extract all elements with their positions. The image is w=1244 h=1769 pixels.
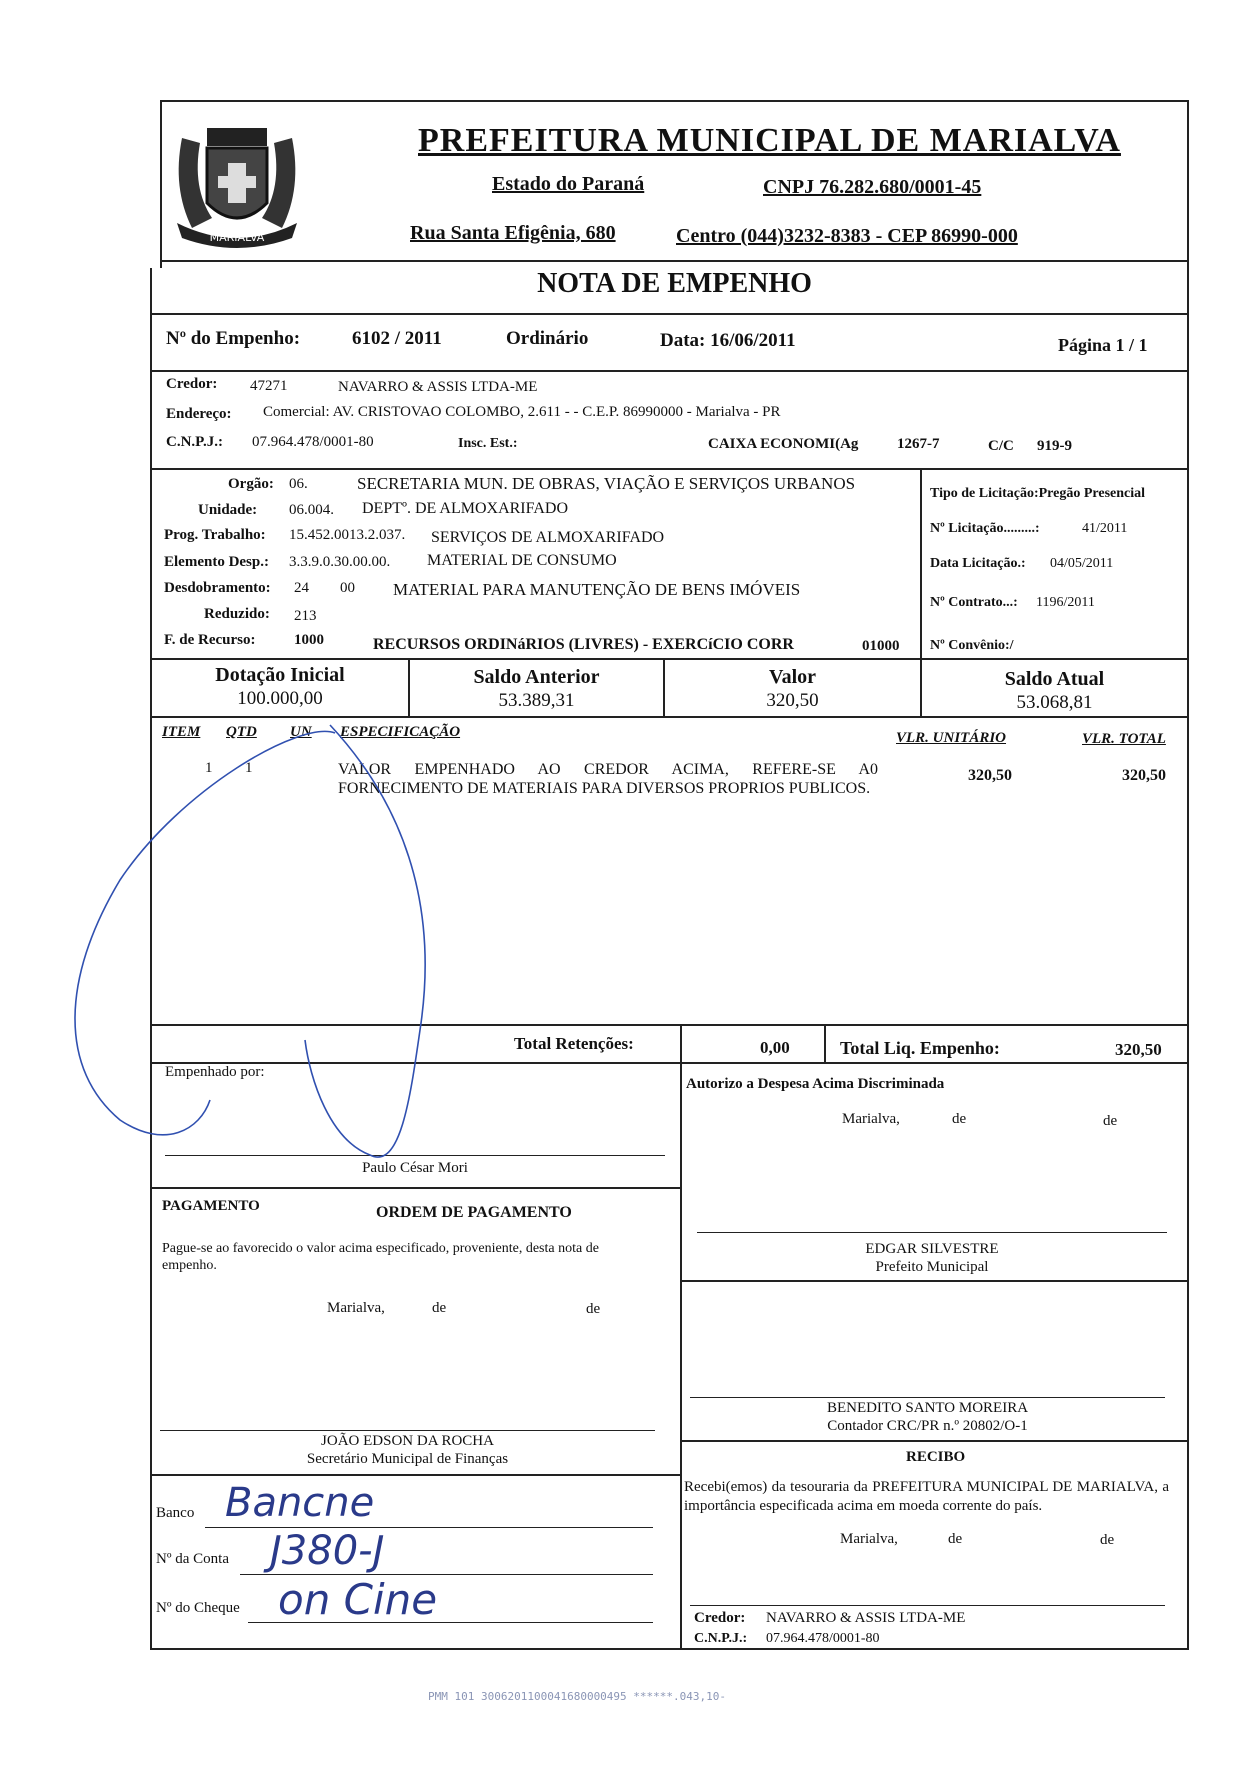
table-row-unit: 320,50 <box>968 767 1012 784</box>
credor-label: Credor: <box>166 376 218 392</box>
prog: 15.452.0013.2.037. <box>289 527 406 543</box>
col-qtd: QTD <box>226 724 257 740</box>
cc-label: C/C <box>988 438 1014 454</box>
liq-value: 320,50 <box>1115 1040 1162 1059</box>
prog-label: Prog. Trabalho: <box>164 527 266 543</box>
pague-city: Marialva, <box>327 1300 385 1316</box>
credor-cnpj: 07.964.478/0001-80 <box>252 434 374 450</box>
pague-de2: de <box>586 1301 601 1317</box>
credor-code: 47271 <box>250 378 288 394</box>
state: Estado do Paraná <box>492 173 645 195</box>
cheque-label: Nº do Cheque <box>156 1600 240 1616</box>
desdob-label: Desdobramento: <box>164 580 271 596</box>
dotacao-label: Dotação Inicial <box>215 664 345 686</box>
recurso-code: 01000 <box>862 638 900 654</box>
recurso-desc: RECURSOS ORDINáRIOS (LIVRES) - EXERCíCIO CORR <box>373 636 794 653</box>
table-row-qtd: 1 <box>245 760 253 776</box>
recurso-label: F. de Recurso: <box>164 632 256 648</box>
empenho-label: Nº do Empenho: <box>166 328 301 349</box>
reduzido: 213 <box>294 608 317 624</box>
recibo-city: Marialva, <box>840 1531 898 1547</box>
doc-title: NOTA DE EMPENHO <box>537 268 812 299</box>
recibo-title: RECIBO <box>906 1449 966 1465</box>
table-row-spec: VALOR EMPENHADO AO CREDOR ACIMA, REFERE-SE A0 FORNECIMENTO DE MATERIAIS PARA DIVERSOS PROPRIOS PUBLICOS. <box>338 761 878 797</box>
empenho-date: Data: 16/06/2011 <box>660 330 796 351</box>
recibo-cnpj: 07.964.478/0001-80 <box>766 1631 880 1646</box>
ordem-title: ORDEM DE PAGAMENTO <box>376 1204 572 1221</box>
elemento: 3.3.9.0.30.00.00. <box>289 554 391 570</box>
desdob-desc: MATERIAL PARA MANUTENÇÃO DE BENS IMÓVEIS <box>393 580 801 599</box>
unidade-desc: DEPTº. DE ALMOXARIFADO <box>362 500 568 517</box>
col-spec: ESPECIFICAÇÃO <box>340 724 461 740</box>
dotacao-value: 100.000,00 <box>237 688 323 709</box>
retencoes-value: 0,00 <box>760 1038 790 1057</box>
recibo-credor-name: NAVARRO & ASSIS LTDA-ME <box>766 1610 966 1626</box>
tipo-licitacao: Tipo de Licitação:Pregão Presencial <box>930 486 1146 501</box>
data-licitacao-label: Data Licitação.: <box>930 556 1026 571</box>
autorizo-de2: de <box>1103 1113 1118 1129</box>
pague-de1: de <box>432 1300 447 1316</box>
credor-name: NAVARRO & ASSIS LTDA-ME <box>338 379 538 395</box>
cnpj-header: CNPJ 76.282.680/0001-45 <box>763 176 982 198</box>
empenho-type: Ordinário <box>506 328 589 349</box>
orgao-label: Orgão: <box>228 476 274 492</box>
credor-address: Comercial: AV. CRISTOVAO COLOMBO, 2.611 - - C.E.P. 86990000 - Marialva - PR <box>263 404 781 420</box>
unidade: 06.004. <box>289 502 334 518</box>
banco-label: Banco <box>156 1505 195 1521</box>
saldo-atual-label: Saldo Atual <box>1004 668 1105 690</box>
saldo-atual-value: 53.068,81 <box>1016 692 1093 713</box>
contrato-label: Nº Contrato...: <box>930 595 1018 610</box>
valor-label: Valor <box>768 666 817 688</box>
saldo-anterior-label: Saldo Anterior <box>473 666 600 688</box>
col-un: UN <box>290 724 312 740</box>
table-row-item: 1 <box>205 760 213 776</box>
reduzido-label: Reduzido: <box>204 606 270 622</box>
pague-text: Pague-se ao favorecido o valor acima especificado, proveniente, desta nota de empenho. <box>162 1241 599 1273</box>
autorizo: Autorizo a Despesa Acima Discriminada <box>686 1076 945 1092</box>
pagamento-title: PAGAMENTO <box>162 1198 260 1214</box>
recibo-cnpj-label: C.N.P.J.: <box>694 1631 748 1646</box>
prefeito-role: Prefeito Municipal <box>875 1259 989 1275</box>
licitacao-label: Nº Licitação.........: <box>930 521 1040 536</box>
svg-text:MARIALVA: MARIALVA <box>209 231 265 244</box>
cnpj-label: C.N.P.J.: <box>166 434 223 450</box>
cheque-handwritten: on Cine <box>278 1575 438 1624</box>
recibo-text: Recebi(emos) da tesouraria da PREFEITURA MUNICIPAL DE MARIALVA, a importância especificada acima em moeda corrente do país. <box>684 1479 1169 1514</box>
elemento-label: Elemento Desp.: <box>164 554 269 570</box>
prefeito-name: EDGAR SILVESTRE <box>865 1241 999 1257</box>
desdob-a: 24 <box>294 580 309 596</box>
empenhado-label: Empenhado por: <box>165 1064 265 1080</box>
convenio: Nº Convênio:/ <box>930 638 1014 653</box>
autorizo-de1: de <box>952 1111 967 1127</box>
recibo-de1: de <box>948 1531 963 1547</box>
bank-name: CAIXA ECONOMI(Ag <box>708 436 859 452</box>
orgao-desc: SECRETARIA MUN. DE OBRAS, VIAÇÃO E SERVIÇOS URBANOS <box>357 474 856 493</box>
orgao: 06. <box>289 476 308 492</box>
licitacao: 41/2011 <box>1082 521 1128 536</box>
retencoes-label: Total Retenções: <box>514 1034 634 1053</box>
valor-value: 320,50 <box>766 690 819 711</box>
secretario-name: JOÃO EDSON DA ROCHA <box>321 1433 494 1449</box>
data-licitacao: 04/05/2011 <box>1050 556 1114 571</box>
agency: 1267-7 <box>897 436 940 452</box>
address-label: Endereço: <box>166 406 232 422</box>
col-unit: VLR. UNITÁRIO <box>896 730 1007 746</box>
empenhado-name: Paulo César Mori <box>362 1160 468 1176</box>
banco-handwritten: Bancne <box>225 1480 375 1526</box>
desdob-b: 00 <box>340 580 355 596</box>
recibo-de2: de <box>1100 1532 1115 1548</box>
unidade-label: Unidade: <box>198 502 258 518</box>
contrato: 1196/2011 <box>1036 595 1095 610</box>
address: Rua Santa Efigênia, 680 <box>410 222 616 244</box>
contador-role: Contador CRC/PR n.º 20802/O-1 <box>827 1418 1028 1434</box>
page-title: PREFEITURA MUNICIPAL DE MARIALVA <box>418 122 1121 159</box>
secretario-role: Secretário Municipal de Finanças <box>306 1451 509 1467</box>
conta-handwritten: J380-J <box>270 1528 385 1574</box>
address-2: Centro (044)3232-8383 - CEP 86990-000 <box>676 225 1018 247</box>
col-item: ITEM <box>162 724 201 740</box>
conta-label: Nº da Conta <box>156 1551 229 1567</box>
prog-desc: SERVIÇOS DE ALMOXARIFADO <box>431 529 665 546</box>
cc-value: 919-9 <box>1037 438 1072 454</box>
insc-label: Insc. Est.: <box>458 436 518 451</box>
col-total: VLR. TOTAL <box>1082 731 1166 747</box>
empenho-number: 6102 / 2011 <box>352 328 442 349</box>
liq-label: Total Liq. Empenho: <box>840 1038 1000 1058</box>
saldo-anterior-value: 53.389,31 <box>498 690 575 711</box>
recibo-credor-label: Credor: <box>694 1610 746 1626</box>
autorizo-city: Marialva, <box>842 1111 900 1127</box>
elemento-desc: MATERIAL DE CONSUMO <box>427 552 617 569</box>
page-number: Página 1 / 1 <box>1058 335 1148 355</box>
table-row-total: 320,50 <box>1122 767 1166 784</box>
contador-name: BENEDITO SANTO MOREIRA <box>826 1400 1029 1416</box>
recurso: 1000 <box>294 632 324 648</box>
footer-code: PMM 101 3006201100041680000495 ******.043,10- <box>428 1690 727 1703</box>
